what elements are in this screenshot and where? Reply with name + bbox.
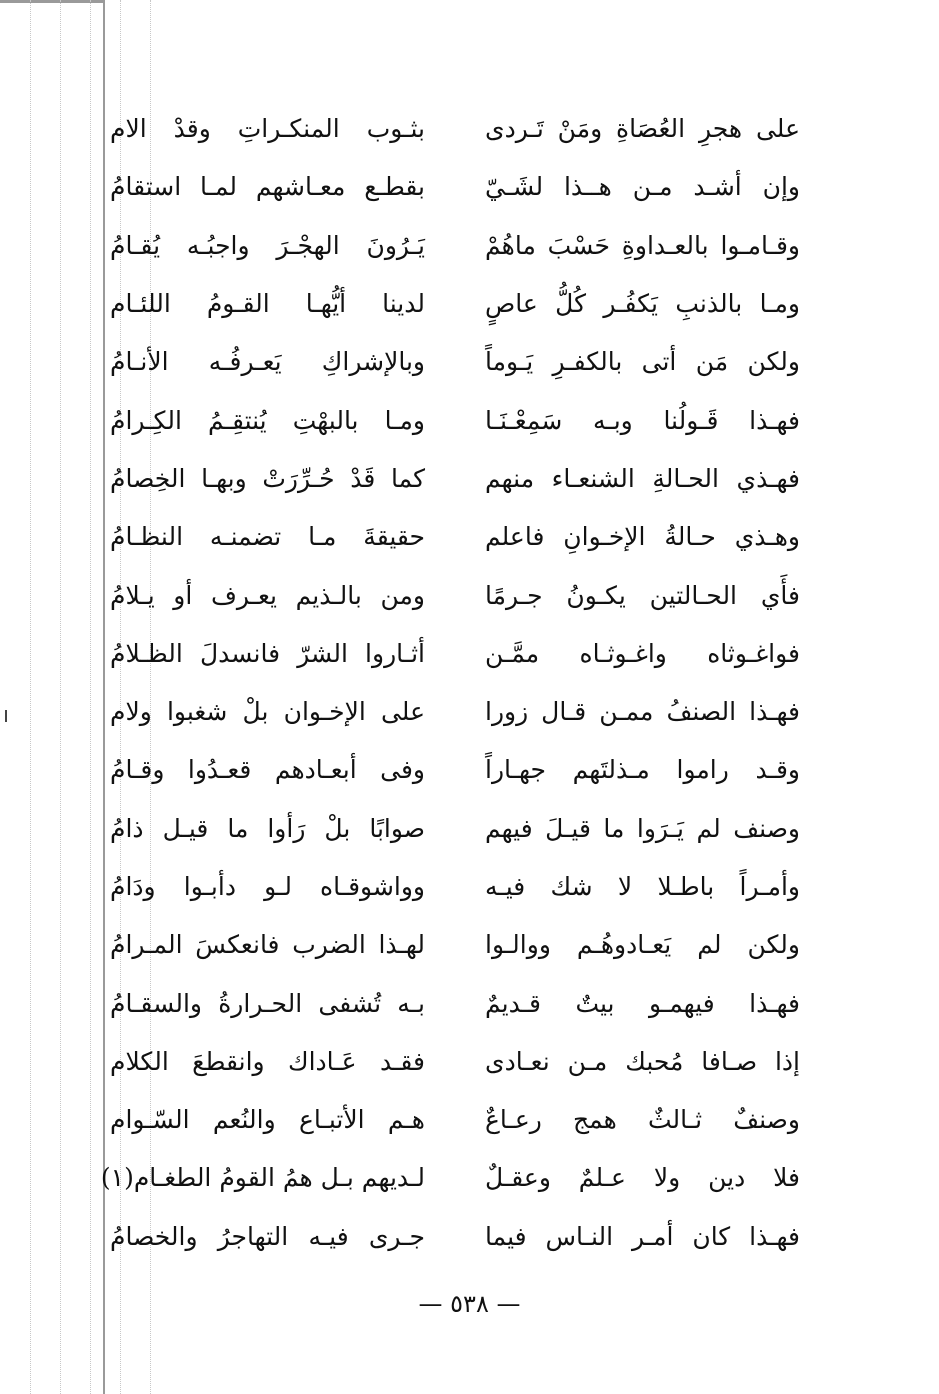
verse <box>110 100 800 158</box>
verse <box>110 275 800 333</box>
verse-second-half: لـديهم بـل همُ القومُ الطغـام(١) <box>100 1163 425 1193</box>
verse-first-half: ومـا بالذنبِ يَكفُـر كُلُّ عاصٍ <box>485 289 800 319</box>
verse-first-half: فهـذا قَـولُنا وبـه سَمِعْـنَـا <box>485 405 800 435</box>
verse-second-half: ومن بالـذيم يعـرف أو يـلامُ <box>110 580 425 610</box>
verse-second-half: بقطـع معـاشهم لمـا استقامُ <box>110 172 425 202</box>
verse-second-half: لدينا أيُّهـا القـومُ اللئـام <box>110 289 425 319</box>
scan-dots <box>30 0 31 1394</box>
verse <box>110 508 800 566</box>
verse-first-half: فهـذي الحـالةِ الشنعـاء منهم <box>485 463 800 493</box>
verse-second-half: صوابًا بلْ رَأوا ما قيـل ذامُ <box>110 813 425 843</box>
verse-second-half: لهـذا الضرب فانعكسَ المـرامُ <box>110 930 425 960</box>
verse <box>110 625 800 683</box>
verse-second-half: وبالإشراكِ يَعـرفُـه الأنـامُ <box>110 347 425 377</box>
verse-second-half: وواشوقـاه لـو دأبـوا ودَامُ <box>110 872 425 901</box>
verse-first-half: فهـذا فيهمـو بيتٌ قـديمٌ <box>485 988 800 1018</box>
verse-first-half: ولكن لم يَعـادوهُـم ووالـوا <box>485 930 800 960</box>
scan-dots <box>90 0 91 1394</box>
verse-first-half: وقـامـوا بالعـداوةِ حَسْبَ ماهُمْ <box>485 230 800 260</box>
verse-first-half: فهـذا الصنفُ ممـن قـال زورا <box>485 697 800 727</box>
verse-second-half: فقـد عَـاداك وانقطعَ الكلام <box>110 1046 425 1076</box>
verse <box>110 974 800 1032</box>
verse <box>110 450 800 508</box>
verse-second-half: أثـاروا الشرّ فانسدلَ الظـلامُ <box>110 638 425 668</box>
verse-first-half: وهـذي حـالةُ الإخـوانِ فاعلم <box>485 522 800 552</box>
verse <box>110 741 800 799</box>
scan-dots <box>60 0 61 1394</box>
verse-second-half: كما قَدْ حُـرِّرَتْ وبهـا الخِصامُ <box>110 463 425 493</box>
verse-second-half: يَـرُونَ الهجْـرَ واجبُـه يُقـامُ <box>110 230 425 260</box>
verse-second-half: جـرى فيـه التهاجرُ والخصامُ <box>110 1221 425 1251</box>
verse <box>110 858 800 916</box>
verse-second-half: على الإخـوان بلْ شغبوا ولام <box>110 697 425 727</box>
verse <box>110 800 800 858</box>
poem <box>100 100 800 1266</box>
verse <box>110 916 800 974</box>
verse <box>110 1091 800 1149</box>
verse-second-half: ومـا بالبهْتِ يُنتقِـمُ الكِـرامُ <box>110 405 425 435</box>
verse-first-half: وأمـراً باطـلا لا شك فيـه <box>485 872 800 901</box>
verse-first-half: وصنف لم يَـرَوا ما قيـلَ فيهم <box>485 813 800 843</box>
verse-first-half: فلا دين ولا عـلمٌ وعقـلٌ <box>485 1163 800 1193</box>
verse-first-half: على هجرِ العُصَاةِ ومَنْ تَـردى <box>485 114 800 144</box>
verse <box>110 1033 800 1091</box>
verse <box>110 683 800 741</box>
verse <box>110 333 800 391</box>
verse-first-half: وقـد راموا مـذلتَهم جهـاراً <box>485 755 800 785</box>
page-number: — ٥٣٨ — <box>418 1290 521 1318</box>
verse <box>110 158 800 216</box>
verse-first-half: إذا صـافا مُحبك مـن نعـادى <box>485 1046 800 1076</box>
verse <box>100 1149 800 1207</box>
verse-second-half: حقيقةَ مـا تضمنـه النظـامُ <box>110 522 425 552</box>
verse-first-half: فهـذا كان أمـر النـاس فيما <box>485 1221 800 1251</box>
verse-first-half: فواغـوثاه واغـوثـاه ممَّـن <box>485 638 800 668</box>
verse-first-half: ولكن مَن أتى بالكفـرِ يَـوماً <box>485 347 800 377</box>
verse-first-half: وصنفٌ ثـالثٌ همج رعـاعٌ <box>485 1105 800 1135</box>
margin-tick <box>5 710 7 722</box>
verse-second-half: هـم الأتبـاع والنُعم السّـوام <box>110 1105 425 1135</box>
margin-rule-top <box>0 0 103 3</box>
verse-second-half: بـه تُشفى الحـرارةُ والسقـامُ <box>110 988 425 1018</box>
verse-second-half: وفى أبعـادهم قعـدُوا وقـامُ <box>110 755 425 785</box>
verse-first-half: وإن أشـد مـن هــذا لشَـيّ <box>485 172 800 202</box>
verse-first-half: فأَي الحـالتين يكـونُ جـرمًا <box>485 580 800 610</box>
verse <box>110 217 800 275</box>
verse <box>110 1208 800 1266</box>
verse <box>110 566 800 624</box>
verse <box>110 391 800 449</box>
verse-second-half: بثـوب المنكـراتِ وقدْ الام <box>110 114 425 144</box>
